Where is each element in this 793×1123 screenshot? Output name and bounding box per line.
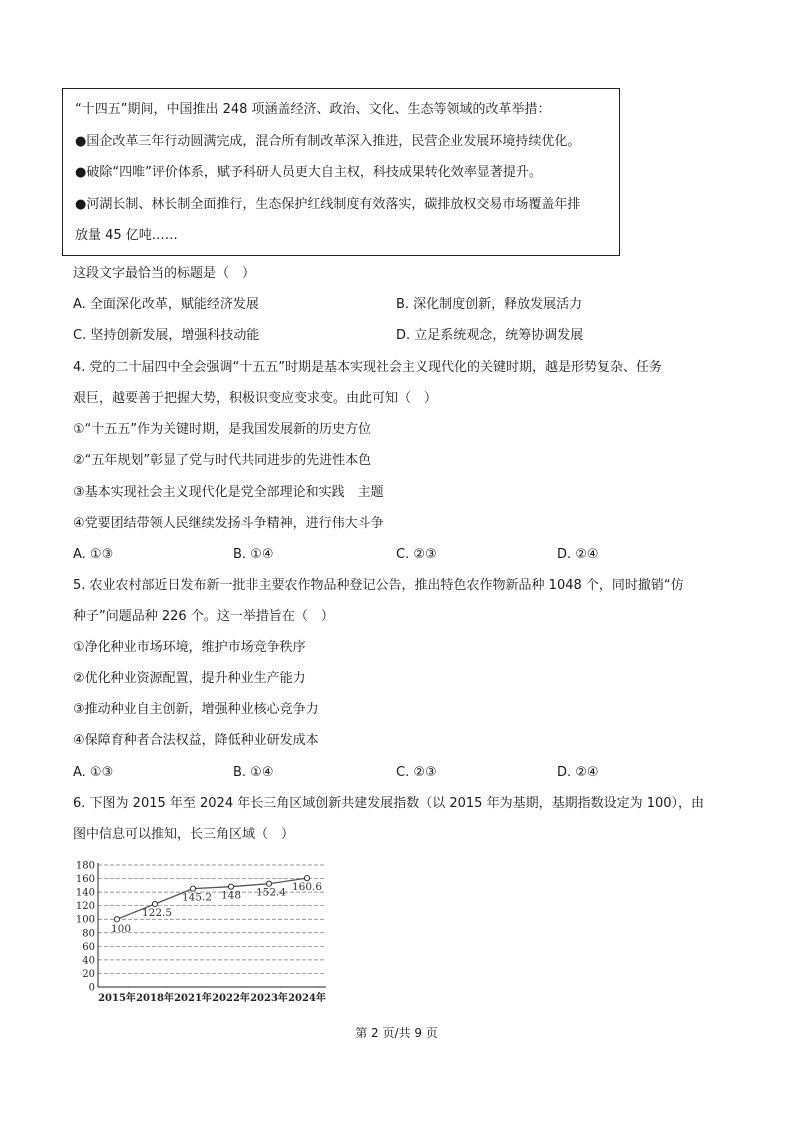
passage-bullet-3a: ●河湖长制、林长制全面推行，生态保护红线制度有效落实，碳排放权交易市场覆盖年排 [75,197,581,212]
y-tick-label: 60 [82,941,95,953]
data-label: 160.6 [291,881,323,894]
data-label: 152.4 [255,886,287,899]
q4-option-c: C. ②③ [396,547,437,562]
passage-intro: “十四五”期间，中国推出 248 项涵盖经济、政治、文化、生态等领域的改革举措： [75,102,551,117]
q3-option-c: C. 坚持创新发展，增强科技动能 [73,328,260,343]
x-tick-label: 2024年 [288,993,326,1004]
q4-statement-4: ④党要团结带领人民继续发扬斗争精神，进行伟大斗争 [73,516,384,531]
q4-option-d: D. ②④ [557,547,599,562]
y-tick-label: 160 [75,874,95,886]
x-tick-label: 2018年 [136,993,174,1004]
data-point [304,876,309,881]
data-point [266,881,271,886]
data-point [152,901,157,906]
q4-stem-2: 艰巨，越要善于把握大势，积极识变应变求变。由此可知（ ） [73,391,438,406]
index-line-chart [68,855,338,1010]
q5-option-c: C. ②③ [396,765,437,780]
q4-stem-1: 4. 党的二十届四中全会强调“十五五”时期是基本实现社会主义现代化的关键时期，越是形势复杂、任务 [73,360,663,375]
x-tick-label: 2023年 [250,993,288,1004]
page-footer: 第 2 页/共 9 页 [355,1026,438,1040]
data-label: 145.2 [181,891,213,904]
q3-option-a: A. 全面深化改革，赋能经济发展 [73,297,259,312]
x-tick-label: 2022年 [212,993,250,1004]
y-tick-label: 20 [82,968,95,980]
q3-option-d: D. 立足系统观念，统筹协调发展 [396,328,584,343]
data-point [190,886,195,891]
q5-statement-4: ④保障育种者合法权益，降低种业研发成本 [73,733,319,748]
q4-statement-1: ①“十五五”作为关键时期，是我国发展新的历史方位 [73,422,372,437]
q3-stem: 这段文字最恰当的标题是（ ） [73,266,256,281]
q4-statement-3: ③基本实现社会主义现代化是党全部理论和实践 主题 [73,485,384,500]
q5-stem-1: 5. 农业农村部近日发布新一批非主要农作物品种登记公告，推出特色农作物新品种 1048 个，同时撤销“仿 [73,578,684,593]
y-tick-label: 80 [82,928,95,940]
x-tick-label: 2021年 [174,993,212,1004]
q5-option-d: D. ②④ [557,765,599,780]
q4-statement-2: ②“五年规划”彰显了党与时代共同进步的先进性本色 [73,453,372,468]
q6-stem-1: 6. 下图为 2015 年至 2024 年长三角区域创新共建发展指数（以 2015 年为基期，基期指数设定为 100），由 [73,796,705,811]
q4-option-b: B. ①④ [233,547,274,562]
passage-bullet-3b: 放量 45 亿吨…… [75,228,178,243]
passage-bullet-2: ●破除“四唯”评价体系，赋予科研人员更大自主权，科技成果转化效率显著提升。 [75,165,542,180]
data-label: 100 [110,923,132,936]
q5-option-a: A. ①③ [73,765,114,780]
q5-stem-2: 种子”问题品种 226 个。这一举措旨在（ ） [73,609,334,624]
q5-option-b: B. ①④ [233,765,274,780]
q4-option-a: A. ①③ [73,547,114,562]
data-point [114,917,119,922]
q5-statement-3: ③推动种业自主创新，增强种业核心竞争力 [73,702,319,717]
y-tick-label: 140 [75,887,95,899]
y-tick-label: 40 [82,955,95,967]
y-tick-label: 120 [75,901,95,913]
passage-bullet-1: ●国企改革三年行动圆满完成，混合所有制改革深入推进，民营企业发展环境持续优化。 [75,134,581,149]
q5-statement-2: ②优化种业资源配置，提升种业生产能力 [73,671,306,686]
q3-option-b: B. 深化制度创新，释放发展活力 [396,297,583,312]
y-tick-label: 180 [75,860,95,872]
data-label: 148 [220,889,242,902]
y-tick-label: 0 [88,982,95,994]
q5-statement-1: ①净化种业市场环境，维护市场竞争秩序 [73,640,306,655]
q6-stem-2: 图中信息可以推知，长三角区域（ ） [73,827,295,842]
data-label: 122.5 [141,906,173,919]
data-point [228,884,233,889]
x-tick-label: 2015年 [98,993,136,1004]
y-tick-label: 100 [75,914,95,926]
